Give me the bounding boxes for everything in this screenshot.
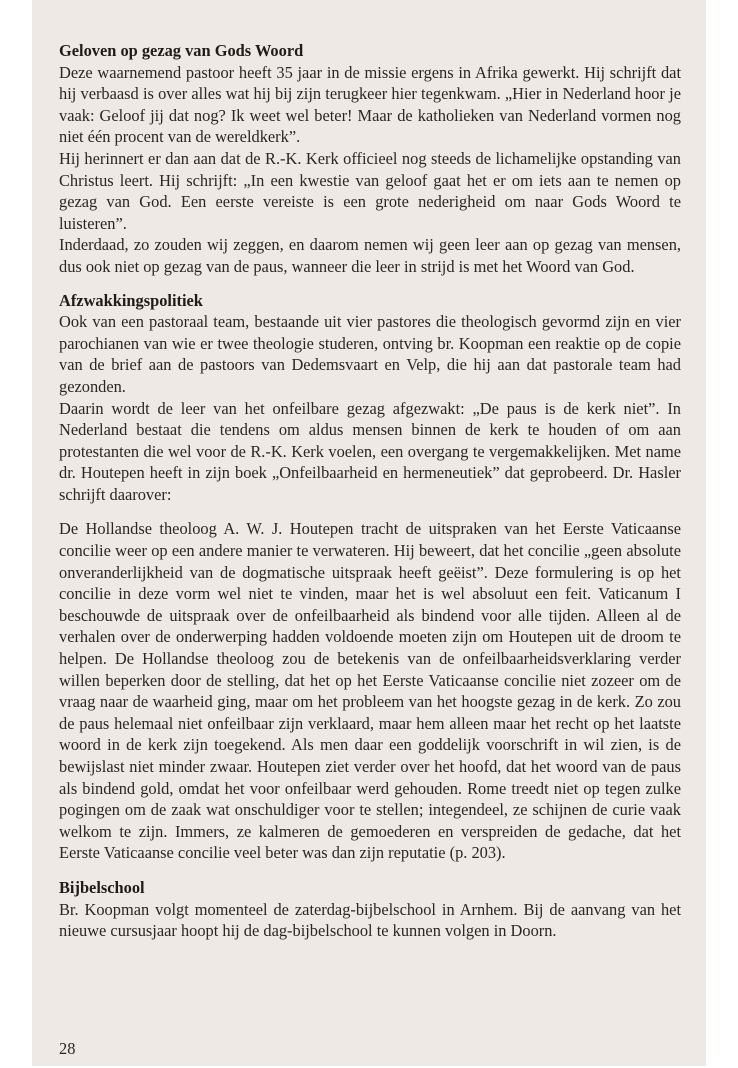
section-heading: Geloven op gezag van Gods Woord <box>59 41 304 60</box>
page-number: 28 <box>59 1039 76 1058</box>
book-page <box>32 0 706 1066</box>
section-heading: Afzwakkingspolitiek <box>59 290 203 310</box>
paragraph: Inderdaad, zo zouden wij zeggen, en daarom nemen wij geen leer aan op gezag van mensen, dus ook niet op gezag van de paus, wanneer die leer in strijd is met het Woord van God. <box>59 235 681 276</box>
paragraph: Hij herinnert er dan aan dat de R.-K. Kerk officieel nog steeds de lichamelijke opstanding van Christus leert. Hij schrijft: „In een kwestie van geloof gaat het er om iets aan te nemen op gezag van God. Een eerste vereiste is een grote nederigheid om naar Gods Woord te luisteren”. <box>59 148 681 233</box>
block-quote: De Hollandse theoloog A. W. J. Houtepen tracht de uitspraken van het Eerste Vaticaanse concilie weer op een andere manier te verwateren. Hij beweert, dat het concilie „geen absolute onveranderlijkheid van de dogmatische uitspraak heeft geëist”. Deze formulering is op het concilie in deze vorm wel niet te vinden, maar het is wel absoluut een feit. Vaticanum I beschouwde de uitspraak over de onfeilbaarheid als bindend voor alle tijden. Alleen al de verhalen over de onderwerping hadden voldoende moeten zijn om Houtepen uit de droom te helpen. De Hollandse theoloog zou de betekenis van de onfeilbaarheidsverklaring verder willen beperken door de stelling, dat het op het Eerste Vaticaanse concilie niet zozeer om de vraag naar de waarheid ging, maar om het probleem van het hoogste gezag in de kerk. Zo zou de paus helemaal niet onfeilbaar zijn verklaard, maar hem alleen maar het recht op het laatste woord in de kerk zijn toegekend. Als men daar een goddelijk voorschrift in wil zien, is de bewijslast niet minder zwaar. Houtepen ziet verder over het hoofd, dat het woord van de paus als bindend gold, omdat het voor onfeilbaar werd gehouden. Rome treedt niet op tegen zulke pogingen om de zaak wat onschuldiger voor te stellen; integendeel, ze schijnen de curie vaak welkom te zijn. Immers, ze kalmeren de gemoederen en verspreiden de gedache, dat het Eerste Vaticaanse concilie veel beter was dan zijn reputatie (p. 203). <box>59 519 681 863</box>
section-spacer <box>59 864 681 877</box>
paragraph: Ook van een pastoraal team, bestaande uit vier pastores die theologisch gevormd zijn en vier parochianen van wie er twee theologie studeren, ontving br. Koopman een reaktie op de copie van de brief aan de pastoors van Dedemsvaart en Velp, die hij aan dat pastorale team had gezonden. <box>59 312 681 396</box>
section-geloven-op-gezag <box>59 40 681 278</box>
page-content <box>59 40 681 942</box>
section-quote <box>59 518 681 864</box>
section-spacer <box>59 278 681 290</box>
section-afzwakkingspolitiek <box>59 290 681 506</box>
paragraph: Daarin wordt de leer van het onfeilbare gezag afgezwakt: „De paus is de kerk niet”. In Nederland bestaat die tendens om aldus mensen binnen de kerk te houden of om aan protestanten die wel voor de R.-K. Kerk voelen, een overgang te vergemakkelijken. Met name dr. Houtepen heeft in zijn boek „Onfeilbaarheid en hermeneutiek” dat geprobeerd. Dr. Hasler schrijft daarover: <box>59 398 681 504</box>
paragraph: Br. Koopman volgt momenteel de zaterdag-bijbelschool in Arnhem. Bij de aanvang van het nieuwe cursusjaar hoopt hij de dag-bijbelschool te kunnen volgen in Doorn. <box>59 899 681 941</box>
section-bijbelschool <box>59 877 681 942</box>
section-spacer <box>59 505 681 518</box>
paragraph: Deze waarnemend pastoor heeft 35 jaar in de missie ergens in Afrika gewerkt. Hij schrijft dat hij verbaasd is over alles wat hij bij zijn terugkeer hier tegenkwam. „Hier in Nederland hoor je vaak: Geloof jij dat nog? Ik weet wel beter! Maar de katholieken van Nederland vormen nog niet één procent van de wereldkerk”. <box>59 62 681 147</box>
section-heading: Bijbelschool <box>59 877 145 897</box>
